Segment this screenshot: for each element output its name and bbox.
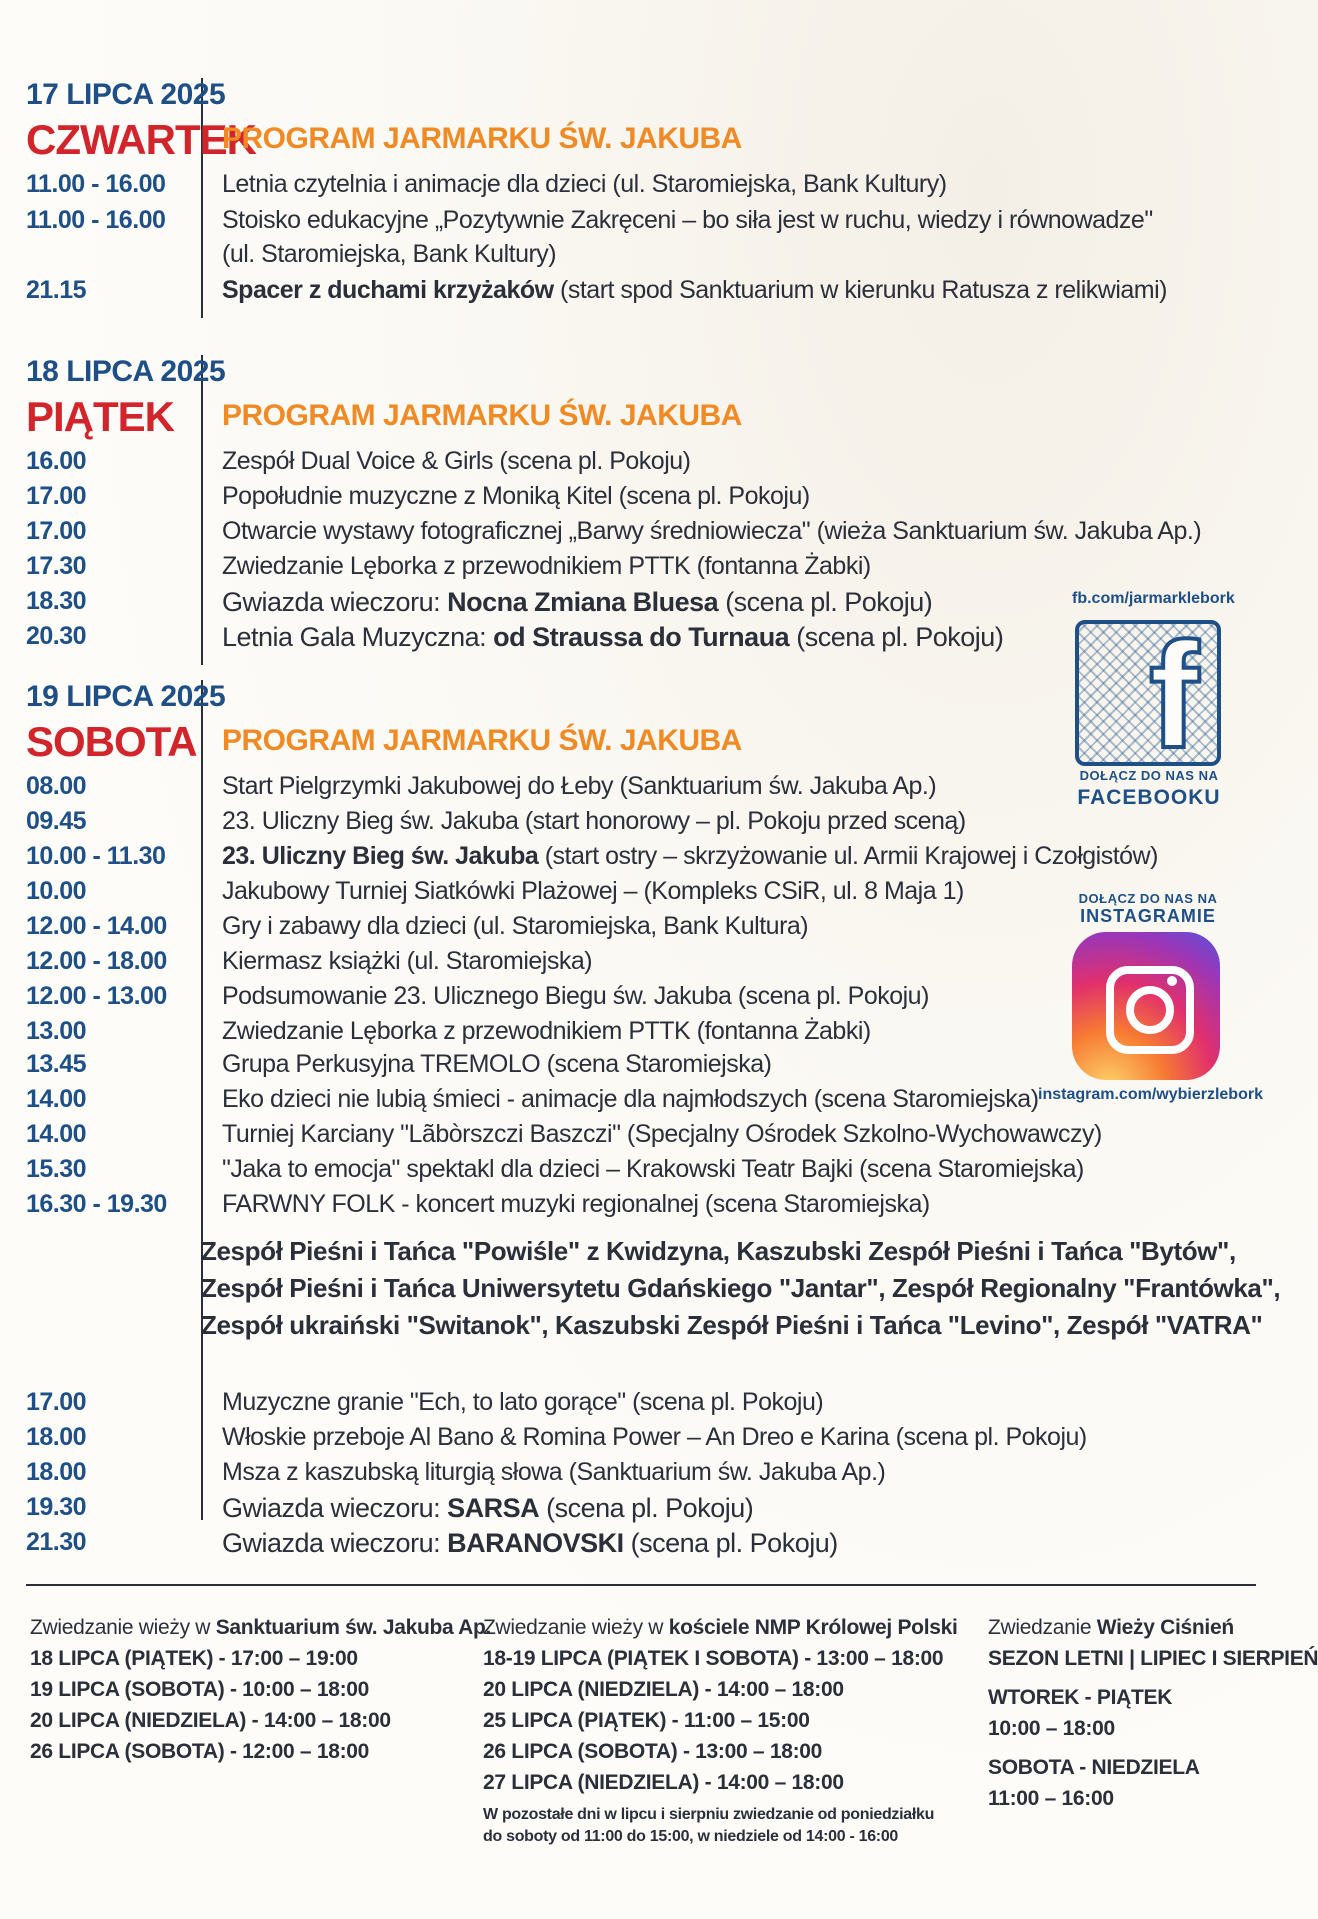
event-time: 10.00 (26, 877, 87, 905)
event-time: 13.45 (26, 1050, 87, 1078)
event-row (26, 1017, 1056, 1052)
event-row (26, 1085, 1056, 1120)
event-row (26, 482, 1056, 517)
event-time: 17.00 (26, 1388, 87, 1416)
tour-item: SOBOTA - NIEDZIELA (988, 1756, 1200, 1779)
event-desc: Muzyczne granie "Ech, to lato gorące" (scena pl. Pokoju) (222, 1388, 824, 1416)
tour-heading (30, 1612, 491, 1643)
event-desc: 23. Uliczny Bieg św. Jakuba (start honorowy – pl. Pokoju przed sceną) (222, 807, 966, 835)
event-desc-pre: Gwiazda wieczoru: (222, 1528, 448, 1558)
event-time: 09.45 (26, 807, 87, 835)
event-row (26, 1155, 1084, 1190)
event-time: 11.00 - 16.00 (26, 170, 166, 198)
event-row (26, 1120, 1102, 1155)
event-row (26, 206, 1153, 268)
tour-heading-bold: kościele NMP Królowej Polski (668, 1616, 958, 1639)
event-time: 13.00 (26, 1017, 87, 1045)
event-desc-line2: (ul. Staromiejska, Bank Kultury) (222, 240, 557, 268)
event-time: 14.00 (26, 1120, 87, 1148)
facebook-join-label: DOŁĄCZ DO NAS NA (1079, 768, 1219, 783)
event-highlight: Spacer z duchami krzyżaków (222, 276, 554, 304)
day-thursday (26, 78, 1266, 318)
event-row (26, 1458, 1056, 1493)
tour-nmp (483, 1612, 958, 1848)
event-row (26, 842, 1158, 877)
event-desc: Start Pielgrzymki Jakubowej do Łeby (Sanktuarium św. Jakuba Ap.) (222, 772, 937, 800)
event-time: 12.00 - 18.00 (26, 947, 167, 975)
event-desc (222, 842, 1158, 871)
event-desc-pre: Gwiazda wieczoru: (222, 1493, 448, 1523)
event-time: 15.30 (26, 1155, 87, 1183)
event-desc: Włoskie przeboje Al Bano & Romina Power – An Dreo e Karina (scena pl. Pokoju) (222, 1423, 1087, 1451)
event-time: 19.30 (26, 1493, 87, 1521)
event-time: 18.30 (26, 587, 87, 615)
event-desc: Grupa Perkusyjna TREMOLO (scena Staromiejska) (222, 1050, 772, 1078)
tour-item: 26 LIPCA (SOBOTA) - 13:00 – 18:00 (483, 1740, 823, 1763)
event-row (26, 947, 1056, 982)
event-desc: Gry i zabawy dla dzieci (ul. Staromiejska, Bank Kultura) (222, 912, 809, 940)
program-title: PROGRAM JARMARKU ŚW. JAKUBA (222, 399, 742, 432)
ensembles-list (201, 1233, 1280, 1344)
day-weekday: CZWARTEK (26, 116, 256, 163)
event-row (26, 877, 1056, 912)
event-desc: Zwiedzanie Lęborka z przewodnikiem PTTK (fontanna Żabki) (222, 1017, 871, 1045)
event-row (26, 1493, 1056, 1528)
event-desc: Turniej Karciany "Lãbòrszczi Baszczi" (Specjalny Ośrodek Szkolno-Wychowawczy) (222, 1120, 1102, 1148)
tour-heading (988, 1612, 1318, 1643)
tour-wieza-cisnien (988, 1612, 1318, 1814)
event-desc (222, 587, 932, 618)
event-desc (222, 1528, 838, 1559)
event-time: 16.00 (26, 447, 87, 475)
tour-item: 25 LIPCA (PIĄTEK) - 11:00 – 15:00 (483, 1709, 810, 1732)
event-row (26, 1050, 1056, 1085)
event-desc: "Jaka to emocja" spektakl dla dzieci – Krakowski Teatr Bajki (scena Staromiejska) (222, 1155, 1084, 1183)
event-time: 11.00 - 16.00 (26, 206, 166, 234)
event-time: 12.00 - 14.00 (26, 912, 167, 940)
event-highlight: 23. Uliczny Bieg św. Jakuba (222, 842, 539, 870)
day-date: 19 LIPCA 2025 (26, 680, 226, 713)
event-desc: Otwarcie wystawy fotograficznej „Barwy średniowiecza" (wieża Sanktuarium św. Jakuba Ap.) (222, 517, 1202, 545)
event-time: 17.00 (26, 517, 87, 545)
tour-heading-pre: Zwiedzanie wieży w (483, 1616, 669, 1639)
event-desc: Podsumowanie 23. Ulicznego Biegu św. Jakuba (scena pl. Pokoju) (222, 982, 929, 1010)
instagram-join-label: DOŁĄCZ DO NAS NA (1078, 891, 1218, 906)
instagram-lens (1126, 986, 1174, 1034)
event-desc-pre: Gwiazda wieczoru: (222, 587, 448, 617)
tour-item: 10:00 – 18:00 (988, 1717, 1115, 1740)
event-desc: Msza z kaszubską liturgią słowa (Sanktuarium św. Jakuba Ap.) (222, 1458, 886, 1486)
event-desc: Kiermasz książki (ul. Staromiejska) (222, 947, 593, 975)
event-time: 18.00 (26, 1458, 87, 1486)
event-time: 14.00 (26, 1085, 87, 1113)
event-row (26, 1423, 1087, 1458)
tour-item: 20 LIPCA (NIEDZIELA) - 14:00 – 18:00 (483, 1678, 844, 1701)
tour-heading-bold: Wieży Ciśnień (1096, 1616, 1234, 1639)
tour-item: 11:00 – 16:00 (988, 1787, 1114, 1810)
tour-heading-pre: Zwiedzanie wieży w (30, 1616, 216, 1639)
facebook-name-label: FACEBOOKU (1077, 786, 1221, 809)
event-row (26, 1190, 1056, 1225)
event-time: 17.00 (26, 482, 87, 510)
event-row (26, 170, 1056, 205)
event-desc-rest: (start spod Sanktuarium w kierunku Ratusza z relikwiami) (553, 276, 1167, 304)
event-row (26, 912, 1056, 947)
event-time: 17.30 (26, 552, 87, 580)
event-desc (222, 203, 1153, 271)
tour-note-line: do soboty od 11:00 do 15:00, w niedziele od 14:00 - 16:00 (483, 1828, 899, 1845)
day-weekday: PIĄTEK (26, 393, 175, 440)
event-desc-rest: (scena pl. Pokoju) (789, 622, 1004, 652)
event-desc: Eko dzieci nie lubią śmieci - animacje dla najmłodszych (scena Staromiejska) (222, 1085, 1039, 1113)
event-desc: Zespół Dual Voice & Girls (scena pl. Pokoju) (222, 447, 691, 475)
tour-item: 27 LIPCA (NIEDZIELA) - 14:00 – 18:00 (483, 1771, 844, 1794)
event-row (26, 807, 1056, 842)
event-highlight: od Straussa do Turnaua (493, 622, 790, 652)
tour-item: WTOREK - PIĄTEK (988, 1686, 1173, 1709)
event-time: 21.30 (26, 1528, 87, 1556)
event-time: 21.15 (26, 276, 87, 304)
event-desc-rest: (scena pl. Pokoju) (718, 587, 933, 617)
day-date: 18 LIPCA 2025 (26, 355, 226, 388)
event-desc-rest: (scena pl. Pokoju) (539, 1493, 754, 1523)
day-date: 17 LIPCA 2025 (26, 78, 226, 111)
event-desc-line1: Stoisko edukacyjne „Pozytywnie Zakręceni – bo siła jest w ruchu, wiedzy i równowadze" (222, 206, 1153, 234)
event-desc (222, 276, 1167, 305)
tour-note (483, 1804, 958, 1848)
event-desc: FARWNY FOLK - koncert muzyki regionalnej (scena Staromiejska) (222, 1190, 930, 1218)
tour-item: SEZON LETNI | LIPIEC I SIERPIEŃ (988, 1647, 1318, 1670)
event-desc: Zwiedzanie Lęborka z przewodnikiem PTTK (fontanna Żabki) (222, 552, 871, 580)
event-row (26, 1388, 1056, 1423)
tour-heading (483, 1612, 958, 1643)
program-title: PROGRAM JARMARKU ŚW. JAKUBA (222, 724, 742, 757)
tour-item: 26 LIPCA (SOBOTA) - 12:00 – 18:00 (30, 1740, 370, 1763)
event-time: 08.00 (26, 772, 87, 800)
program-title: PROGRAM JARMARKU ŚW. JAKUBA (222, 122, 742, 155)
event-row (26, 1528, 1056, 1563)
tour-note-line: W pozostałe dni w lipcu i sierpniu zwiedzanie od poniedziałku (483, 1806, 935, 1823)
event-desc-rest: (start ostry – skrzyżowanie ul. Armii Krajowej i Czołgistów) (538, 842, 1158, 870)
facebook-f-glyph: f (1149, 611, 1199, 779)
event-time: 20.30 (26, 622, 87, 650)
event-desc-pre: Letnia Gala Muzyczna: (222, 622, 494, 652)
event-row (26, 982, 1056, 1017)
tour-item: 18-19 LIPCA (PIĄTEK I SOBOTA) - 13:00 – 18:00 (483, 1647, 944, 1670)
instagram-icon[interactable] (1072, 932, 1220, 1080)
instagram-name-label: INSTAGRAMIE (1080, 906, 1216, 926)
event-time: 16.30 - 19.30 (26, 1190, 167, 1218)
day-friday (26, 355, 1266, 665)
event-desc: Popołudnie muzyczne z Moniką Kitel (scena pl. Pokoju) (222, 482, 810, 510)
tour-item: 20 LIPCA (NIEDZIELA) - 14:00 – 18:00 (30, 1709, 391, 1732)
event-row (26, 276, 1167, 311)
tour-item: 19 LIPCA (SOBOTA) - 10:00 – 18:00 (30, 1678, 370, 1701)
event-highlight: SARSA (447, 1493, 540, 1523)
instagram-dot (1167, 976, 1177, 986)
ensembles-line: Zespół Pieśni i Tańca "Powiśle" z Kwidzyna, Kaszubski Zespół Pieśni i Tańca "Bytów", (201, 1236, 1236, 1266)
event-time: 10.00 - 11.30 (26, 842, 166, 870)
event-desc-rest: (scena pl. Pokoju) (623, 1528, 838, 1558)
event-highlight: Nocna Zmiana Bluesa (447, 587, 719, 617)
event-row (26, 447, 1056, 482)
tour-heading-pre: Zwiedzanie (988, 1616, 1097, 1639)
tour-item: 18 LIPCA (PIĄTEK) - 17:00 – 19:00 (30, 1647, 358, 1670)
event-time: 18.00 (26, 1423, 87, 1451)
event-desc (222, 622, 1003, 653)
ensembles-line: Zespół ukraiński "Switanok", Kaszubski Zespół Pieśni i Tańca "Levino", Zespół "VATRA" (201, 1310, 1263, 1340)
event-highlight: BARANOVSKI (447, 1528, 624, 1558)
event-desc: Letnia czytelnia i animacje dla dzieci (ul. Staromiejska, Bank Kultury) (222, 170, 947, 198)
event-row (26, 587, 1056, 622)
event-desc (222, 1493, 753, 1524)
footer-divider (26, 1584, 1256, 1586)
event-row (26, 517, 1202, 552)
facebook-url[interactable]: fb.com/jarmarklebork (1072, 590, 1235, 607)
day-weekday: SOBOTA (26, 718, 197, 765)
instagram-url[interactable]: instagram.com/wybierzlebork (1038, 1086, 1263, 1103)
tour-sanktuarium (30, 1612, 491, 1767)
event-desc: Jakubowy Turniej Siatkówki Plażowej – (Kompleks CSiR, ul. 8 Maja 1) (222, 877, 964, 905)
event-row (26, 552, 1056, 587)
ensembles-line: Zespół Pieśni i Tańca Uniwersytetu Gdańskiego "Jantar", Zespół Regionalny "Frantówka", (201, 1273, 1281, 1303)
event-time: 12.00 - 13.00 (26, 982, 167, 1010)
tour-heading-bold: Sanktuarium św. Jakuba Ap. (215, 1616, 492, 1639)
event-row (26, 772, 1056, 807)
event-row (26, 622, 1056, 657)
